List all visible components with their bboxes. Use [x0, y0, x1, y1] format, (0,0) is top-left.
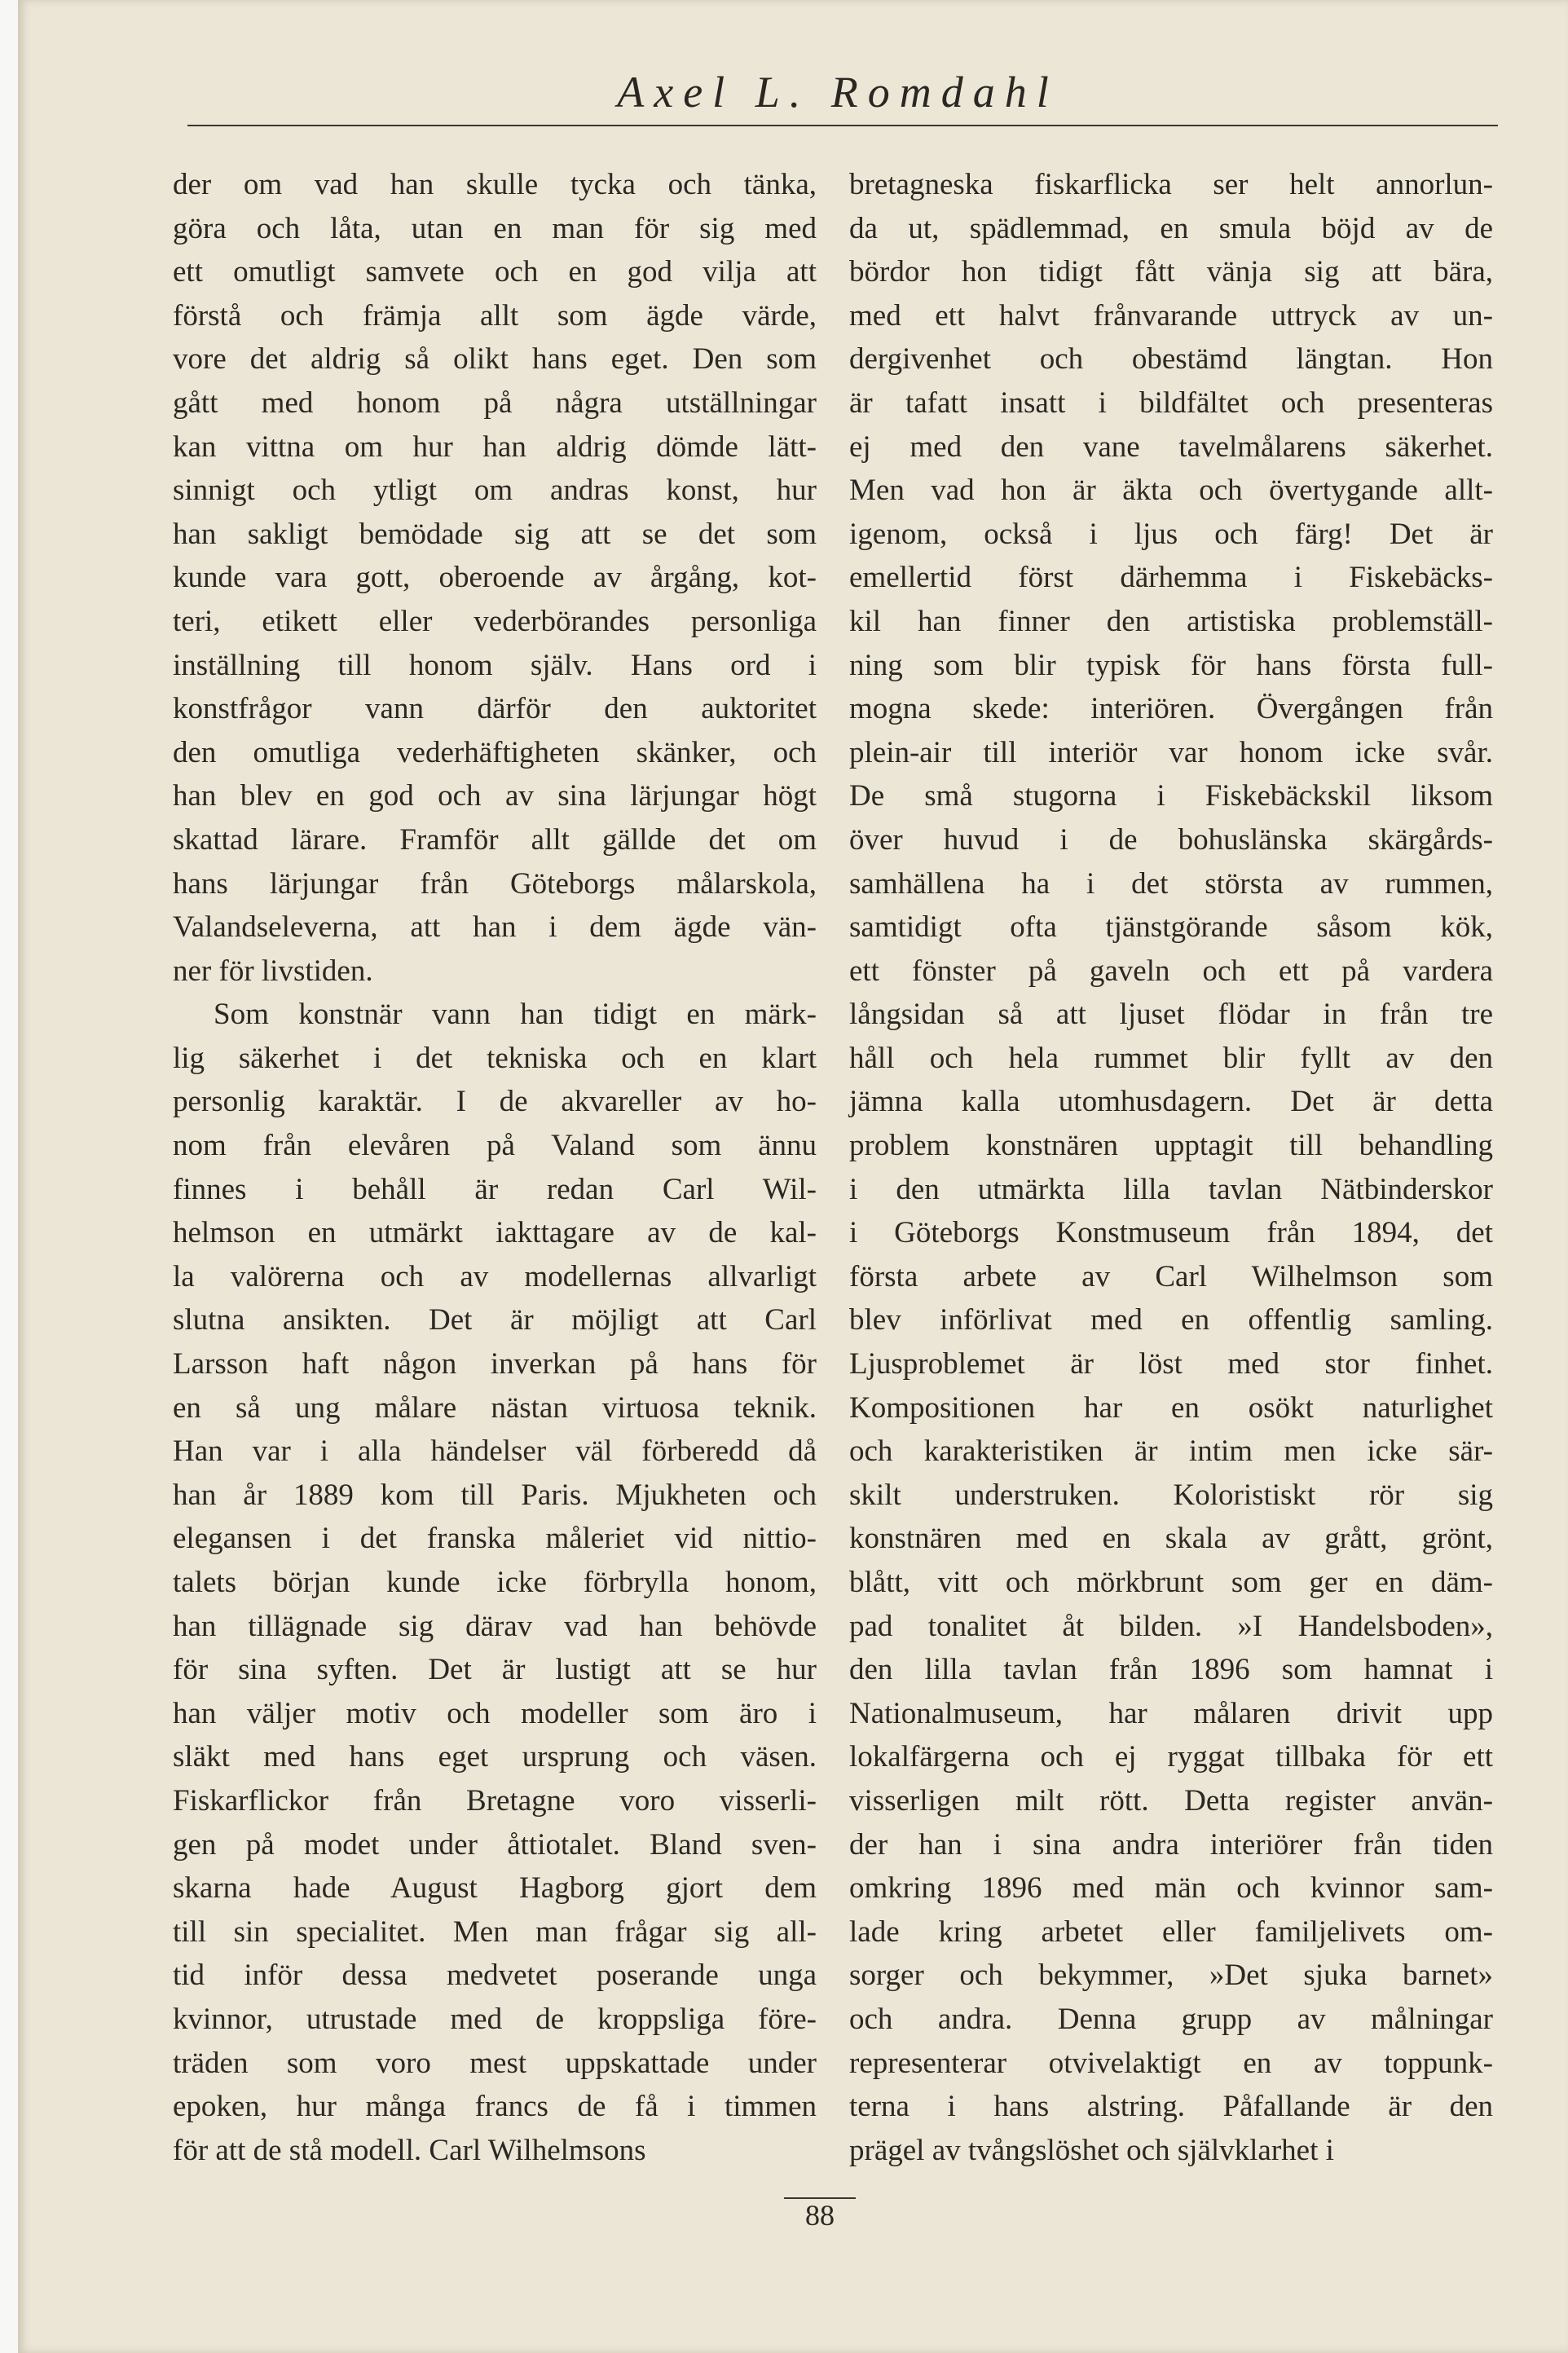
- text-line: ner för livstiden.: [173, 954, 373, 988]
- text-line: skilt understruken. Koloristiskt rör sig: [849, 1478, 1493, 1512]
- text-line: långsidan så att ljuset flödar in från tre: [849, 998, 1493, 1032]
- text-line: bretagneska fiskarflicka ser helt annorlun-: [849, 168, 1493, 201]
- text-line: och karakteristiken är intim men icke sär-: [849, 1434, 1493, 1469]
- text-line: lade kring arbetet eller familjelivets om-: [849, 1915, 1493, 1949]
- text-line: ning som blir typisk för hans första full-: [849, 648, 1493, 682]
- text-line: för sina syften. Det är lustigt att se hur: [173, 1653, 817, 1687]
- page-edge: [0, 0, 18, 2353]
- text-line: bördor hon tidigt fått vänja sig att bära,: [849, 255, 1493, 289]
- right-column: [849, 163, 1493, 2172]
- header-rule: [187, 125, 1498, 126]
- text-line: der om vad han skulle tycka och tänka,: [173, 168, 817, 201]
- text-line: dergivenhet och obestämd längtan. Hon: [849, 342, 1493, 377]
- text-line: Larsson haft någon inverkan på hans för: [173, 1347, 817, 1381]
- text-line: da ut, spädlemmad, en smula böjd av de: [849, 211, 1493, 245]
- text-line: den lilla tavlan från 1896 som hamnat i: [849, 1653, 1493, 1687]
- text-line: samhällena ha i det största av rummen,: [849, 866, 1493, 901]
- text-line: lokalfärgerna och ej ryggat tillbaka för ett: [849, 1740, 1493, 1774]
- text-line: nom från elevåren på Valand som ännu: [173, 1129, 817, 1163]
- text-line: den omutliga vederhäftigheten skänker, och: [173, 735, 817, 769]
- text-line: sinnigt och ytligt om andras konst, hur: [173, 474, 817, 508]
- text-line: visserligen milt rött. Detta register använ-: [849, 1783, 1493, 1818]
- text-line: är tafatt insatt i bildfältet och presenteras: [849, 386, 1493, 420]
- text-line: Ljusproblemet är löst med stor finhet.: [849, 1347, 1493, 1381]
- text-line: till sin specialitet. Men man frågar sig all-: [173, 1915, 817, 1949]
- text-line: tid inför dessa medvetet poserande unga: [173, 1959, 817, 1993]
- text-line: släkt med hans eget ursprung och väsen.: [173, 1740, 817, 1774]
- text-line: Kompositionen har en osökt naturlighet: [849, 1390, 1493, 1425]
- text-line: han blev en god och av sina lärjungar högt: [173, 779, 817, 813]
- text-line: jämna kalla utomhusdagern. Det är detta: [849, 1085, 1493, 1119]
- text-line: blev införlivat med en offentlig samling.: [849, 1303, 1493, 1337]
- text-line: talets början kunde icke förbrylla honom,: [173, 1566, 817, 1599]
- text-line: slutna ansikten. Det är möjligt att Carl: [173, 1303, 817, 1337]
- text-line: emellertid först därhemma i Fiskebäcks-: [849, 561, 1493, 595]
- text-line: Han var i alla händelser väl förberedd då: [173, 1434, 817, 1469]
- text-line: för att de stå modell. Carl Wilhelmsons: [173, 2133, 646, 2167]
- text-line: elegansen i det franska måleriet vid nittio-: [173, 1522, 817, 1556]
- text-line: kil han finner den artistiska problemställ-: [849, 604, 1493, 638]
- text-line: ej med den vane tavelmålarens säkerhet.: [849, 430, 1493, 464]
- running-head: Axel L. Romdahl: [617, 68, 1059, 117]
- text-line: igenom, också i ljus och färg! Det är: [849, 517, 1493, 551]
- text-line: samtidigt ofta tjänstgörande såsom kök,: [849, 910, 1493, 945]
- text-line: inställning till honom själv. Hans ord i: [173, 648, 817, 682]
- text-line: träden som voro mest uppskattade under: [173, 2046, 817, 2080]
- text-line: epoken, hur många francs de få i timmen: [173, 2090, 817, 2124]
- text-line: terna i hans alstring. Påfallande är den: [849, 2090, 1493, 2124]
- text-line: helmson en utmärkt iakttagare av de kal-: [173, 1216, 817, 1250]
- book-page: [18, 0, 1568, 2353]
- text-line: Valandseleverna, att han i dem ägde vän-: [173, 910, 817, 945]
- text-line: blått, vitt och mörkbrunt som ger en däm-: [849, 1566, 1493, 1599]
- text-line: i den utmärkta lilla tavlan Nätbinderskor: [849, 1172, 1493, 1206]
- text-line: ett fönster på gaveln och ett på vardera: [849, 954, 1493, 988]
- text-line: en så ung målare nästan virtuosa teknik.: [173, 1390, 817, 1425]
- text-line: han år 1889 kom till Paris. Mjukheten och: [173, 1478, 817, 1512]
- text-line: vore det aldrig så olikt hans eget. Den som: [173, 342, 817, 377]
- text-line: plein-air till interiör var honom icke svår.: [849, 735, 1493, 769]
- text-line: representerar otvivelaktigt en av toppunk-: [849, 2046, 1493, 2080]
- text-line: i Göteborgs Konstmuseum från 1894, det: [849, 1216, 1493, 1250]
- text-line: sorger och bekymmer, »Det sjuka barnet»: [849, 1959, 1493, 1993]
- text-line: Nationalmuseum, har målaren drivit upp: [849, 1696, 1493, 1730]
- text-line: gen på modet under åttiotalet. Bland sven-: [173, 1827, 817, 1862]
- text-line: hans lärjungar från Göteborgs målarskola,: [173, 866, 817, 901]
- text-line: problem konstnären upptagit till behandling: [849, 1129, 1493, 1163]
- text-line: konstnären med en skala av grått, grönt,: [849, 1522, 1493, 1556]
- text-line: håll och hela rummet blir fyllt av den: [849, 1041, 1493, 1075]
- page-number: 88: [805, 2199, 835, 2232]
- text-line: första arbete av Carl Wilhelmson som: [849, 1259, 1493, 1293]
- text-line: mogna skede: interiören. Övergången från: [849, 692, 1493, 726]
- text-line: gått med honom på några utställningar: [173, 386, 817, 420]
- text-line: konstfrågor vann därför den auktoritet: [173, 692, 817, 726]
- text-line: kan vittna om hur han aldrig dömde lätt-: [173, 430, 817, 464]
- text-line: han tillägnade sig därav vad han behövde: [173, 1609, 817, 1643]
- text-line: Som konstnär vann han tidigt en märk-: [214, 998, 817, 1032]
- text-line: han väljer motiv och modeller som äro i: [173, 1696, 817, 1730]
- text-line: ett omutligt samvete och en god vilja att: [173, 255, 817, 289]
- text-line: personlig karaktär. I de akvareller av ho-: [173, 1085, 817, 1119]
- left-column: [173, 163, 817, 2172]
- text-line: der han i sina andra interiörer från tiden: [849, 1827, 1493, 1862]
- text-line: pad tonalitet åt bilden. »I Handelsboden»,: [849, 1609, 1493, 1643]
- text-line: förstå och främja allt som ägde värde,: [173, 298, 817, 333]
- text-line: över huvud i de bohuslänska skärgårds-: [849, 822, 1493, 857]
- text-line: prägel av tvångslöshet och självklarhet i: [849, 2133, 1334, 2167]
- text-line: Men vad hon är äkta och övertygande allt-: [849, 474, 1493, 508]
- text-line: skarna hade August Hagborg gjort dem: [173, 1871, 817, 1906]
- text-line: finnes i behåll är redan Carl Wil-: [173, 1172, 817, 1206]
- text-line: skattad lärare. Framför allt gällde det om: [173, 822, 817, 857]
- text-line: Fiskarflickor från Bretagne voro visserli-: [173, 1783, 817, 1818]
- text-line: med ett halvt frånvarande uttryck av un-: [849, 298, 1493, 333]
- text-line: han sakligt bemödade sig att se det som: [173, 517, 817, 551]
- text-line: omkring 1896 med män och kvinnor sam-: [849, 1871, 1493, 1906]
- text-line: göra och låta, utan en man för sig med: [173, 211, 817, 245]
- text-line: De små stugorna i Fiskebäckskil liksom: [849, 779, 1493, 813]
- text-line: kunde vara gott, oberoende av årgång, kot-: [173, 561, 817, 595]
- text-line: lig säkerhet i det tekniska och en klart: [173, 1041, 817, 1075]
- text-line: kvinnor, utrustade med de kroppsliga före-: [173, 2002, 817, 2036]
- text-line: teri, etikett eller vederbörandes personliga: [173, 604, 817, 638]
- text-line: la valörerna och av modellernas allvarligt: [173, 1259, 817, 1293]
- text-line: och andra. Denna grupp av målningar: [849, 2002, 1493, 2036]
